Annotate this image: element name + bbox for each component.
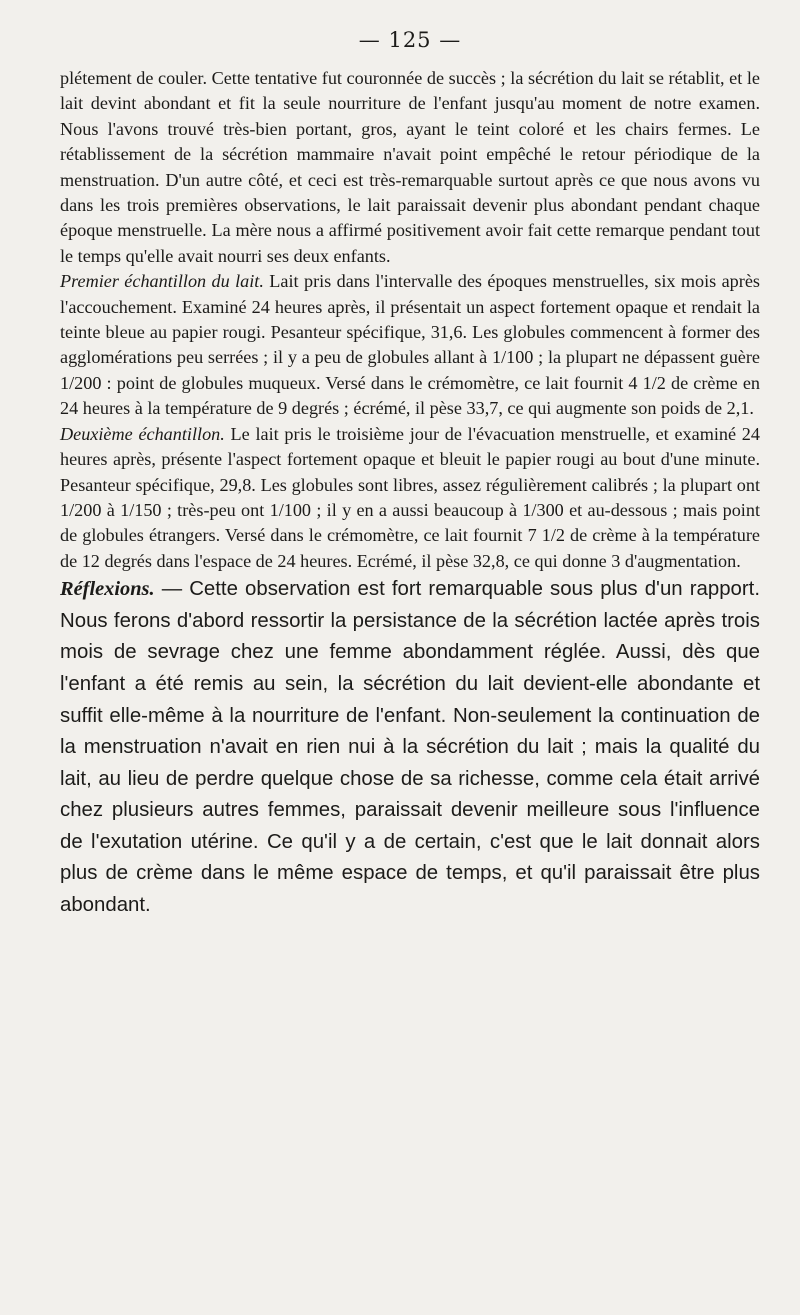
document-page xyxy=(60,28,760,922)
page-number: — 125 — xyxy=(358,28,462,52)
first-sample-label: Premier échantillon du lait. xyxy=(60,271,264,292)
paragraph-text: plétement de couler. Cette tentative fut couronnée de succès ; la sécrétion du lait se rétablit, et le lait devint abondant et fit la seule nourriture de l'enfant jusqu'au moment de notre examen. Nous l'avons trouvé très-bien portant, gros, ayant le teint coloré et les chairs fermes. Le rétablissement de la sécrétion mammaire n'avait point empêché le retour périodique de la menstruation. D'un autre côté, et ceci est très-remarquable surtout après ce que nous avons vu dans les trois premières observations, le lait paraissait devenir plus abondant pendant chaque époque menstruelle. La mère nous a affirmé positivement avoir fait cette remarque pendant tout le temps qu'elle avait nourri ses deux enfants. xyxy=(60,68,760,266)
paragraph-text: Le lait pris le troisième jour de l'évacuation menstruelle, et examiné 24 heures après, présente l'aspect fortement opaque et bleuit le papier rougi au bout d'une minute. Pesanteur spécifique, 29,8. Les globules sont libres, assez régulièrement calibrés ; la plupart ont 1/200 à 1/150 ; très-peu ont 1/100 ; il y en a aussi beaucoup à 1/300 et au-dessous ; mais point de globules étrangers. Versé dans le crémomètre, ce lait fournit 7 1/2 de crème à la température de 12 degrés dans l'espace de 24 heures. Ecrémé, il pèse 32,8, ce qui donne 3 d'augmentation. xyxy=(60,423,760,571)
paragraph-text: Lait pris dans l'intervalle des époques menstruelles, six mois après l'accouchement. Examiné 24 heures après, il présentait un aspect fortement opaque et rendait la teinte bleue au papier rougi. Pesanteur spécifique, 31,6. Les globules commencent à former des agglomérations peu serrées ; il y a peu de globules allant à 1/100 ; la plupart ne dépassent guère 1/200 : point de globules muqueux. Versé dans le crémomètre, ce lait fournit 4 1/2 de crème en 24 heures à la température de 9 degrés ; écrémé, il pèse 33,7, ce qui augmente son poids de 2,1. xyxy=(60,271,760,419)
paragraph-reflexions xyxy=(60,574,760,922)
reflexions-text: — Cette observation est fort remarquable sous plus d'un rapport. Nous ferons d'abord ressortir la persistance de la sécrétion lactée après trois mois de sevrage chez une femme abondamment réglée. Aussi, dès que l'enfant a été remis au sein, la sécrétion du lait devient-elle abondante et suffit elle-même à la nourriture de l'enfant. Non-seulement la continuation de la menstruation n'avait en rien nui à la sécrétion du lait ; mais la qualité du lait, au lieu de perdre quelque chose de sa richesse, comme cela était arrivé chez plusieurs autres femmes, paraissait devenir meilleure sous l'influence de l'exutation utérine. Ce qu'il y a de certain, c'est que le lait donnait alors plus de crème dans le même espace de temps, et qu'il paraissait être plus abondant. xyxy=(60,578,760,917)
second-sample-label: Deuxième échantillon. xyxy=(60,423,225,444)
paragraph-first-sample xyxy=(60,269,760,421)
paragraph-second-sample xyxy=(60,422,760,574)
reflexions-label: Réflexions. xyxy=(60,578,155,601)
paragraph-continuation xyxy=(60,66,760,269)
